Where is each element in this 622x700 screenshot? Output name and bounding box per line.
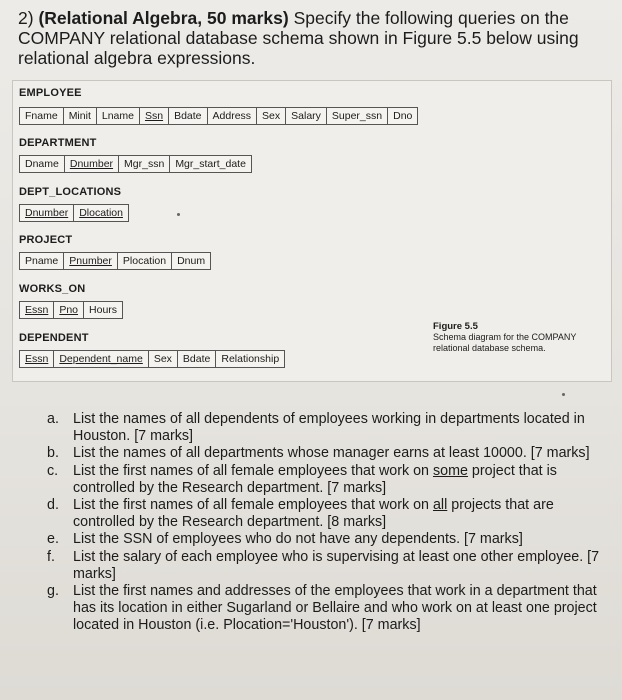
task-text: List the SSN of employees who do not have any dependents. [7 marks] [73,531,523,548]
task-text: List the names of all dependents of employees working in departments located in Houston. [7 marks] [73,411,585,445]
task-item [47,531,612,548]
task-letter: b. [47,445,59,462]
task-list [47,411,612,635]
task-text: List the names of all departments whose manager earns at least 10000. [7 marks] [73,445,590,462]
attribute-essn: Essn [20,351,54,367]
task-item [47,549,612,583]
relation-dept-locations [19,204,129,222]
attribute-sex: Sex [257,108,286,124]
attribute-address: Address [208,108,258,124]
relation-name-employee: EMPLOYEE [19,87,82,99]
attribute-dnumber: Dnumber [65,156,119,172]
question-title-text: Specify the following queries on the COMPANY relational database schema shown in Figure 5.5 below using relational algebra expressions. [18,8,579,68]
task-text: List the first names of all female employees that work on some project that is controlled by the Research department. [7 marks] [73,462,557,496]
attribute-mgr-start-date: Mgr_start_date [175,158,246,170]
attribute-sex: Sex [149,351,178,367]
task-letter: c. [47,462,59,479]
figure-caption [433,321,603,354]
relation-name-department: DEPARTMENT [19,137,97,149]
attribute-pnumber: Pnumber [64,253,118,269]
attribute-bdate: Bdate [169,108,207,124]
attribute-hours: Hours [89,304,118,316]
attribute-super-ssn: Super_ssn [327,108,388,124]
relation-name-dependent: DEPENDENT [19,332,89,344]
task-text: List the first names of all female employees that work on all projects that are controlled by the Research department. [8 marks] [73,497,554,531]
attribute-dnum: Dnum [177,255,206,267]
attribute-ssn: Ssn [140,108,169,124]
relation-dependent [19,350,285,368]
question-number: 2) [18,8,34,28]
attribute-bdate: Bdate [178,351,216,367]
relation-name-works-on: WORKS_ON [19,283,86,295]
attribute-relationship: Relationship [221,353,280,365]
attribute-salary: Salary [286,108,327,124]
speck-mark [562,393,565,396]
relation-name-project: PROJECT [19,234,73,246]
attribute-fname: Fname [20,108,64,124]
relation-works-on [19,301,123,319]
relation-project [19,252,211,270]
attribute-dnumber: Dnumber [20,205,74,221]
attribute-dlocation: Dlocation [79,207,123,219]
figure-title: Figure 5.5 [433,321,478,332]
relation-employee [19,107,418,125]
task-letter: d. [47,497,59,514]
task-item [47,497,612,531]
task-item [47,463,612,497]
question-header [18,8,608,68]
task-item [47,445,612,462]
attribute-dno: Dno [393,110,413,122]
attribute-lname: Lname [97,108,140,124]
attribute-essn: Essn [20,302,54,318]
attribute-dname: Dname [20,156,65,172]
task-text: List the salary of each employee who is supervising at least one other employee. [7 marks] [73,548,600,582]
task-letter: f. [47,548,55,565]
task-item [47,583,612,635]
schema-diagram [12,80,612,382]
attribute-plocation: Plocation [118,253,172,269]
attribute-pname: Pname [20,253,64,269]
attribute-pno: Pno [54,302,84,318]
task-letter: a. [47,411,59,427]
question-title-bold: (Relational Algebra, 50 marks) [38,8,289,28]
task-letter: g. [47,583,59,600]
attribute-mgr-ssn: Mgr_ssn [119,156,170,172]
task-item [47,411,612,445]
relation-department [19,155,252,173]
task-text: List the first names and addresses of the employees that work in a department that has its location in either Sugarland or Bellaire and who work on at least one project located in Houston (i.e. Plocation='Houston'). [7 marks] [73,583,597,634]
attribute-dependent-name: Dependent_name [54,351,148,367]
task-letter: e. [47,531,59,548]
speck-mark [177,213,180,216]
relation-name-dept-locations: DEPT_LOCATIONS [19,186,122,198]
attribute-minit: Minit [64,108,97,124]
figure-caption-text: Schema diagram for the COMPANY relational database schema. [433,332,577,353]
